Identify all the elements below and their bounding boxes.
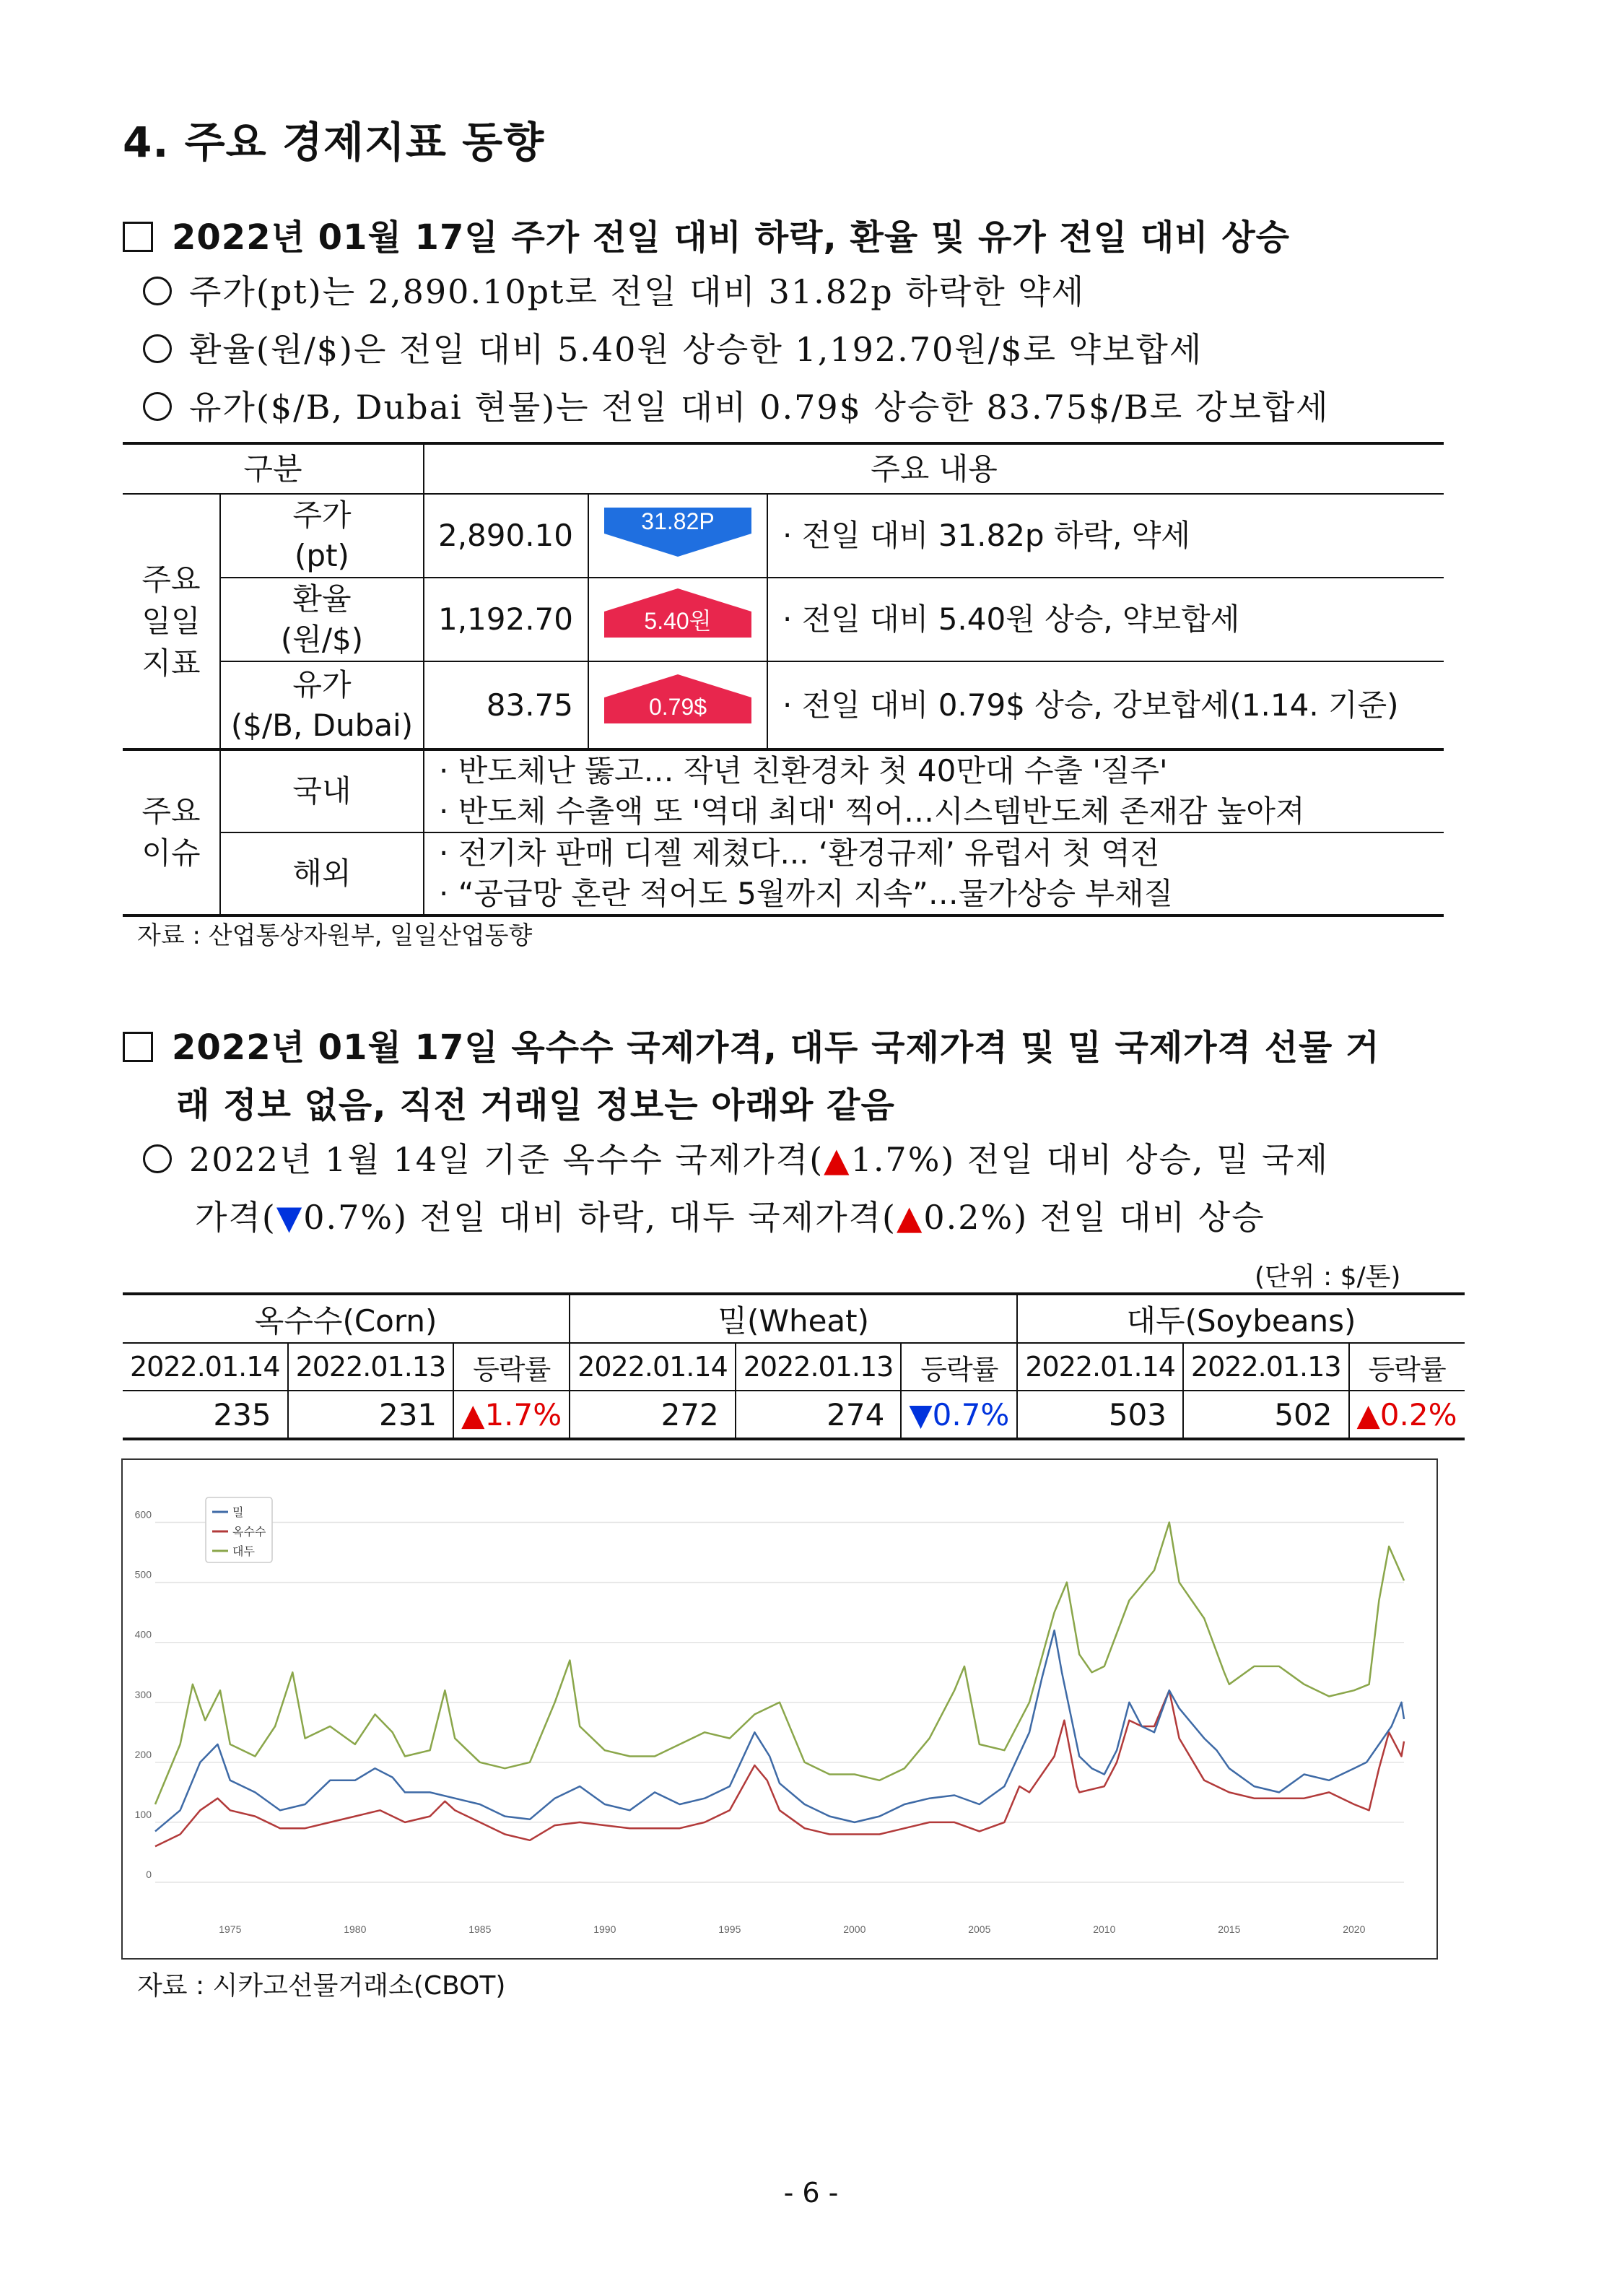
- indicator-table: [123, 442, 1444, 917]
- y-tick-label: 300: [134, 1688, 152, 1700]
- up-arrow-badge-icon: [598, 671, 757, 729]
- y-tick-label: 0: [146, 1869, 152, 1880]
- down-triangle-icon: ▼: [276, 1198, 304, 1237]
- soy-d2: 502: [1183, 1391, 1349, 1439]
- subhead-date2: 2022.01.13: [736, 1343, 902, 1391]
- group-issues: 주요 이슈: [123, 749, 220, 916]
- badge-cell-stock: [588, 494, 767, 578]
- subhead-date1: 2022.01.14: [570, 1343, 736, 1391]
- badge-cell-fx: [588, 578, 767, 661]
- row-note-oil: · 전일 대비 0.79$ 상승, 강보합세(1.14. 기준): [767, 661, 1444, 749]
- corn-d2: 231: [288, 1391, 454, 1439]
- row-label-fx: 환율 (원/$): [220, 578, 424, 661]
- corn-d1: 235: [123, 1391, 288, 1439]
- badge-label: 5.40원: [644, 608, 712, 634]
- badge-label: 31.82P: [641, 508, 715, 534]
- series-line: [155, 1690, 1404, 1846]
- subhead-date2: 2022.01.13: [1183, 1343, 1349, 1391]
- x-tick-label: 1985: [468, 1923, 492, 1935]
- x-tick-label: 2020: [1343, 1923, 1366, 1935]
- block1-bullet-2: 환율(원/$)은 전일 대비 5.40원 상승한 1,192.70원/$로 약보합세: [143, 323, 1203, 371]
- x-tick-label: 2005: [968, 1923, 991, 1935]
- section-title: 4. 주요 경제지표 동향: [123, 118, 545, 167]
- group-wheat: 밀(Wheat): [570, 1294, 1017, 1343]
- wheat-d1: 272: [570, 1391, 736, 1439]
- corn-change: ▲1.7%: [453, 1391, 570, 1439]
- issue-label-overseas: 해외: [220, 832, 424, 916]
- down-arrow-badge-icon: [598, 502, 757, 560]
- circle-bullet-icon: [143, 1144, 172, 1173]
- soy-d1: 503: [1017, 1391, 1183, 1439]
- price-chart-svg: [123, 1460, 1436, 1958]
- block2-heading: 2022년 01월 17일 옥수수 국제가격, 대두 국제가격 및 밀 국제가격 선물 거: [123, 1019, 1379, 1069]
- group-soy: 대두(Soybeans): [1017, 1294, 1464, 1343]
- group-corn: 옥수수(Corn): [123, 1294, 570, 1343]
- y-tick-label: 100: [134, 1808, 152, 1820]
- legend-label: 옥수수: [232, 1525, 266, 1539]
- block1-heading-text: 2022년 01월 17일 주가 전일 대비 하락, 환율 및 유가 전일 대비 상승: [172, 217, 1291, 258]
- y-tick-label: 500: [134, 1568, 152, 1580]
- issue-lines-overseas: · 전기차 판매 디젤 제쳤다... ‘환경규제’ 유럽서 첫 역전 · “공급망 혼란 적어도 5월까지 지속”…물가상승 부채질: [424, 832, 1444, 916]
- y-tick-label: 200: [134, 1748, 152, 1760]
- subhead-date2: 2022.01.13: [288, 1343, 454, 1391]
- subhead-change: 등락률: [1349, 1343, 1465, 1391]
- x-tick-label: 2015: [1218, 1923, 1241, 1935]
- subhead-change: 등락률: [453, 1343, 570, 1391]
- issue-lines-domestic: · 반도체난 뚫고… 작년 친환경차 첫 40만대 수출 '질주' · 반도체 수출액 또 '역대 최대' 찍어…시스템반도체 존재감 높아져: [424, 749, 1444, 832]
- square-bullet-icon: [123, 1032, 153, 1062]
- subhead-date1: 2022.01.14: [1017, 1343, 1183, 1391]
- price-chart: [121, 1458, 1438, 1960]
- y-tick-label: 400: [134, 1628, 152, 1640]
- table1-source: 자료 : 산업통상자원부, 일일산업동향: [137, 921, 533, 950]
- issue-label-domestic: 국내: [220, 749, 424, 832]
- subhead-change: 등락률: [901, 1343, 1017, 1391]
- head-category: 구분: [123, 443, 424, 494]
- group-indicators: 주요 일일 지표: [123, 494, 220, 749]
- block2-heading-line2: 래 정보 없음, 직전 거래일 정보는 아래와 같음: [176, 1085, 895, 1126]
- badge-label: 0.79$: [648, 693, 707, 720]
- x-tick-label: 1995: [718, 1923, 741, 1935]
- x-tick-label: 2000: [843, 1923, 866, 1935]
- row-label-stock: 주가 (pt): [220, 494, 424, 578]
- row-label-oil: 유가 ($/B, Dubai): [220, 661, 424, 749]
- square-bullet-icon: [123, 222, 153, 252]
- x-tick-label: 1980: [344, 1923, 367, 1935]
- soy-change: ▲0.2%: [1349, 1391, 1465, 1439]
- circle-bullet-icon: [143, 392, 172, 421]
- unit-label: (단위 : $/톤): [1255, 1262, 1401, 1292]
- block2-bullet-line2: 가격(▼0.7%) 전일 대비 하락, 대두 국제가격(▲0.2%) 전일 대비 상승: [195, 1198, 1265, 1237]
- x-tick-label: 1975: [219, 1923, 242, 1935]
- row-note-stock: · 전일 대비 31.82p 하락, 약세: [767, 494, 1444, 578]
- badge-cell-oil: [588, 661, 767, 749]
- up-triangle-icon: ▲: [896, 1198, 924, 1237]
- legend-label: 대두: [232, 1544, 255, 1558]
- block1-heading: [123, 209, 1290, 259]
- chart-source: 자료 : 시카고선물거래소(CBOT): [137, 1971, 506, 2001]
- row-value-fx: 1,192.70: [424, 578, 588, 661]
- row-note-fx: · 전일 대비 5.40원 상승, 약보합세: [767, 578, 1444, 661]
- block2-bullet-line1: 2022년 1월 14일 기준 옥수수 국제가격(▲1.7%) 전일 대비 상승, 밀 국제: [143, 1134, 1329, 1181]
- page-number: - 6 -: [783, 2177, 839, 2209]
- row-value-stock: 2,890.10: [424, 494, 588, 578]
- wheat-change: ▼0.7%: [901, 1391, 1017, 1439]
- circle-bullet-icon: [143, 334, 172, 363]
- block1-bullet-3: 유가($/B, Dubai 현물)는 전일 대비 0.79$ 상승한 83.75$/B로 강보합세: [143, 381, 1330, 429]
- series-line: [155, 1630, 1404, 1831]
- row-value-oil: 83.75: [424, 661, 588, 749]
- commodity-table: [123, 1292, 1465, 1440]
- x-tick-label: 2010: [1093, 1923, 1116, 1935]
- circle-bullet-icon: [143, 277, 172, 305]
- y-tick-label: 600: [134, 1508, 152, 1521]
- subhead-date1: 2022.01.14: [123, 1343, 288, 1391]
- block1-bullet-1: 주가(pt)는 2,890.10pt로 전일 대비 31.82p 하락한 약세: [143, 266, 1085, 313]
- x-tick-label: 1990: [593, 1923, 616, 1935]
- wheat-d2: 274: [736, 1391, 902, 1439]
- up-triangle-icon: ▲: [824, 1140, 851, 1179]
- legend-label: 밀: [232, 1505, 244, 1519]
- head-content: 주요 내용: [424, 443, 1444, 494]
- up-arrow-badge-icon: [598, 586, 757, 643]
- chart-legend: [206, 1497, 272, 1562]
